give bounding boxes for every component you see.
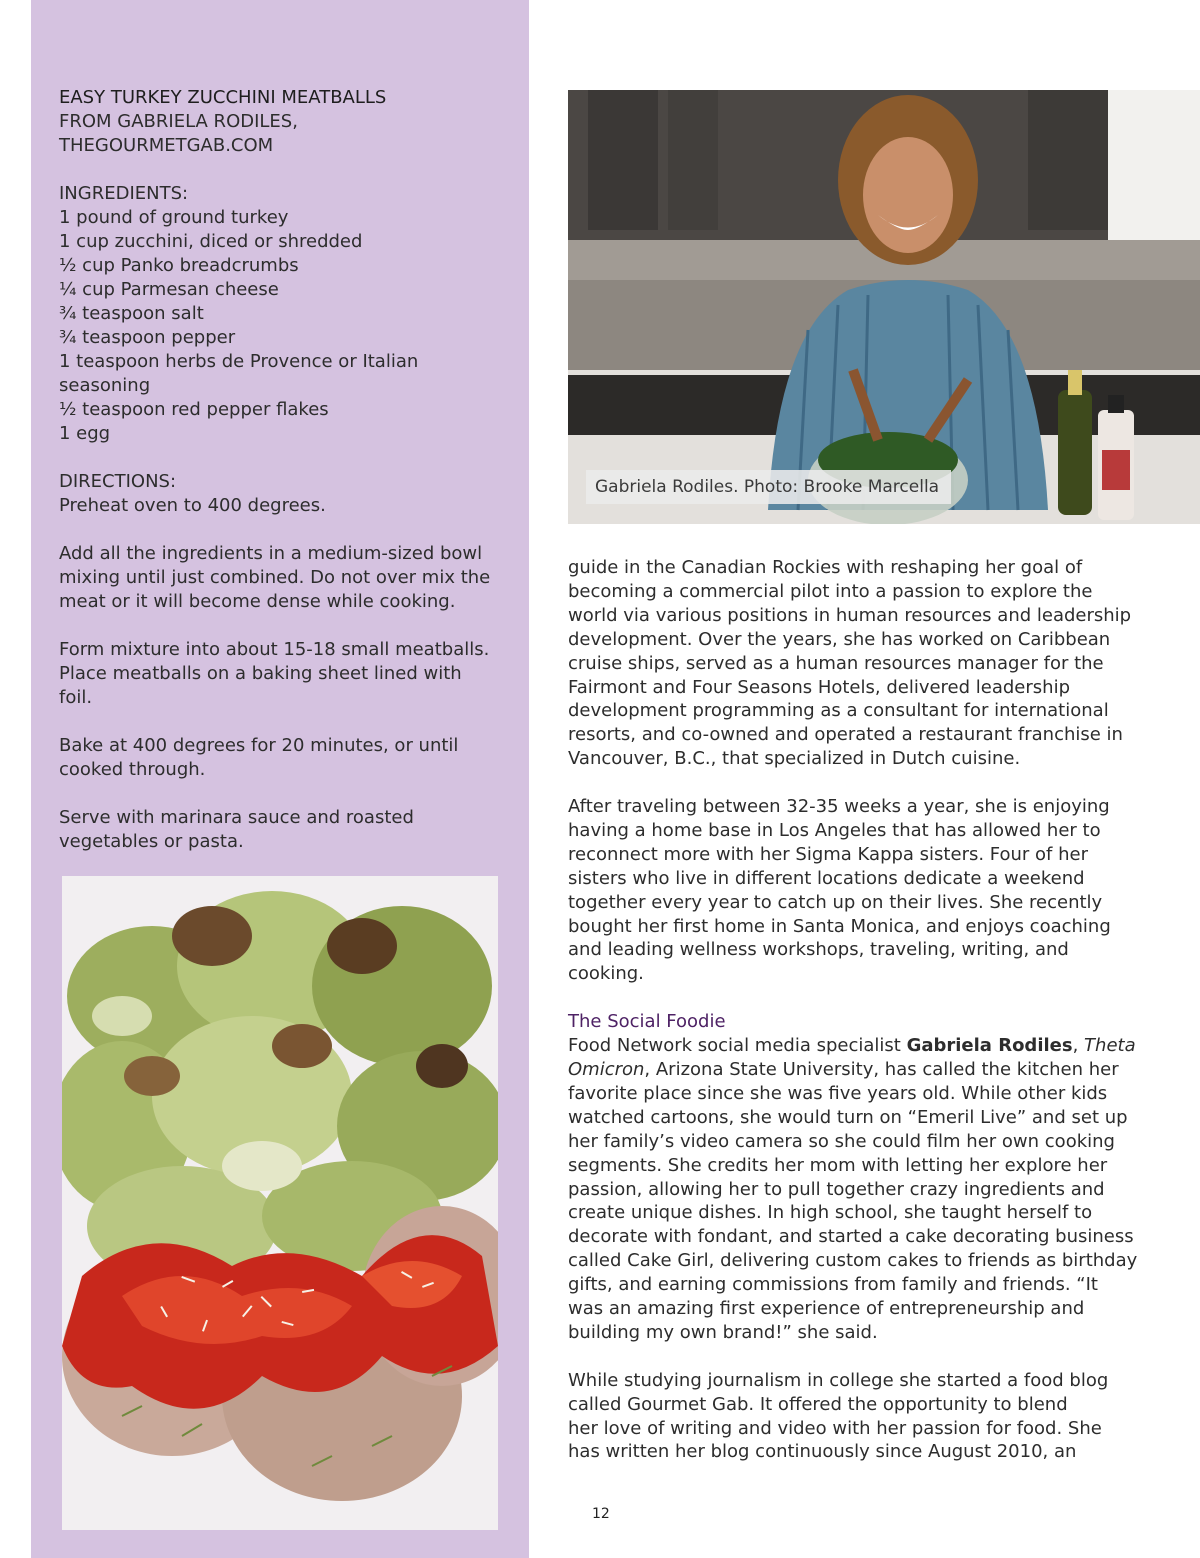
directions-line: Bake at 400 degrees for 20 minutes, or until xyxy=(59,735,459,756)
directions-line: meat or it will become dense while cooking. xyxy=(59,591,456,612)
ingredients-heading: INGREDIENTS: xyxy=(59,183,189,204)
article-line: bought her first home in Santa Monica, and enjoys coaching xyxy=(568,915,1111,937)
directions-line: cooked through. xyxy=(59,759,206,780)
portrait-photo xyxy=(568,90,1200,524)
article-line: resorts, and co-owned and operated a restaurant franchise in xyxy=(568,724,1123,746)
article-line: her love of writing and video with her passion for food. She xyxy=(568,1417,1102,1439)
article-line: development programming as a consultant for international xyxy=(568,700,1109,722)
article-line: having a home base in Los Angeles that has allowed her to xyxy=(568,819,1101,841)
section-subhead: The Social Foodie xyxy=(568,1011,726,1033)
article-line: world via various positions in human resources and leadership xyxy=(568,604,1132,626)
article-line: Vancouver, B.C., that specialized in Dutch cuisine. xyxy=(568,748,1021,770)
page-number: 12 xyxy=(592,1506,610,1522)
directions-line: Form mixture into about 15-18 small meatballs. xyxy=(59,639,490,660)
directions-line: foil. xyxy=(59,687,93,708)
article-line: her family’s video camera so she could film her own cooking xyxy=(568,1130,1115,1152)
ingredient-item: 1 egg xyxy=(59,423,111,444)
recipe-header xyxy=(59,86,499,158)
article-line: together every year to catch up on their lives. She recently xyxy=(568,891,1103,913)
article-line: development. Over the years, she has worked on Caribbean xyxy=(568,628,1111,650)
article-paragraph xyxy=(568,1010,1138,1345)
ingredient-item: ½ teaspoon red pepper flakes xyxy=(59,399,329,420)
directions-line: Preheat oven to 400 degrees. xyxy=(59,495,326,516)
article-line: cruise ships, served as a human resources manager for the xyxy=(568,652,1104,674)
article-line: called Gourmet Gab. It offered the opportunity to blend xyxy=(568,1393,1068,1415)
directions-line: vegetables or pasta. xyxy=(59,831,244,852)
article-line: gifts, and earning commissions from family and friends. “It xyxy=(568,1274,1098,1296)
meatballs-illustration xyxy=(62,876,498,1530)
portrait-illustration xyxy=(568,90,1200,524)
directions-step xyxy=(59,734,499,782)
directions-step xyxy=(59,470,499,518)
directions-step xyxy=(59,638,499,710)
person-name: Gabriela Rodiles xyxy=(906,1035,1073,1057)
article-line xyxy=(568,1034,1138,1058)
article-paragraph xyxy=(568,556,1138,771)
article-line xyxy=(568,1058,1138,1082)
directions-line: mixing until just combined. Do not over mix the xyxy=(59,567,491,588)
ingredient-item: 1 teaspoon herbs de Provence or Italian xyxy=(59,351,419,372)
recipe-source-line: FROM GABRIELA RODILES, xyxy=(59,111,298,132)
article-line: After traveling between 32-35 weeks a year, she is enjoying xyxy=(568,796,1110,818)
directions-line: Place meatballs on a baking sheet lined with xyxy=(59,663,462,684)
article-line: favorite place since she was five years old. While other kids xyxy=(568,1082,1108,1104)
article-line: becoming a commercial pilot into a passion to explore the xyxy=(568,580,1093,602)
ingredient-item: ¼ cup Parmesan cheese xyxy=(59,279,279,300)
article-body xyxy=(568,556,1138,1488)
recipe-title: EASY TURKEY ZUCCHINI MEATBALLS xyxy=(59,87,387,108)
article-line: passion, allowing her to pull together crazy ingredients and xyxy=(568,1178,1105,1200)
article-paragraph xyxy=(568,795,1138,986)
directions-heading: DIRECTIONS: xyxy=(59,471,177,492)
directions-line: Add all the ingredients in a medium-sized bowl xyxy=(59,543,483,564)
chapter-name: Theta xyxy=(1084,1035,1136,1057)
recipe-source-line: THEGOURMETGAB.COM xyxy=(59,135,274,156)
article-line: called Cake Girl, delivering custom cakes to friends as birthday xyxy=(568,1250,1138,1272)
meatballs-photo xyxy=(62,876,498,1530)
chapter-name: Omicron xyxy=(568,1059,645,1080)
article-line: sisters who live in different locations dedicate a weekend xyxy=(568,867,1085,889)
article-text: Food Network social media specialist xyxy=(568,1035,907,1057)
directions-step xyxy=(59,806,499,854)
article-line: create unique dishes. In high school, she taught herself to xyxy=(568,1202,1093,1224)
article-line: and leading wellness workshops, traveling, writing, and xyxy=(568,939,1069,961)
article-line: Fairmont and Four Seasons Hotels, delivered leadership xyxy=(568,676,1070,698)
ingredient-item: 1 pound of ground turkey xyxy=(59,207,289,228)
photo-caption: Gabriela Rodiles. Photo: Brooke Marcella xyxy=(586,470,951,504)
ingredient-item: ½ cup Panko breadcrumbs xyxy=(59,255,299,276)
article-line: guide in the Canadian Rockies with reshaping her goal of xyxy=(568,557,1083,578)
ingredient-item: ¾ teaspoon pepper xyxy=(59,327,236,348)
recipe-text xyxy=(59,86,499,878)
article-line: reconnect more with her Sigma Kappa sisters. Four of her xyxy=(568,843,1088,865)
ingredient-item: seasoning xyxy=(59,375,151,396)
article-line: was an amazing first experience of entrepreneurship and xyxy=(568,1298,1085,1320)
article-line: has written her blog continuously since August 2010, an xyxy=(568,1441,1077,1463)
directions-step xyxy=(59,542,499,614)
article-paragraph xyxy=(568,1369,1138,1465)
article-line: segments. She credits her mom with letting her explore her xyxy=(568,1154,1108,1176)
article-text: , Arizona State University, has called the kitchen her xyxy=(644,1059,1119,1080)
directions-line: Serve with marinara sauce and roasted xyxy=(59,807,414,828)
article-line: building my own brand!” she said. xyxy=(568,1321,878,1343)
article-line: cooking. xyxy=(568,963,644,985)
ingredient-item: 1 cup zucchini, diced or shredded xyxy=(59,231,363,252)
article-line: decorate with fondant, and started a cake decorating business xyxy=(568,1226,1134,1248)
article-text: , xyxy=(1072,1035,1085,1057)
ingredients-section xyxy=(59,182,499,446)
article-line: While studying journalism in college she started a food blog xyxy=(568,1369,1109,1391)
article-line: watched cartoons, she would turn on “Emeril Live” and set up xyxy=(568,1106,1128,1128)
ingredient-item: ¾ teaspoon salt xyxy=(59,303,204,324)
